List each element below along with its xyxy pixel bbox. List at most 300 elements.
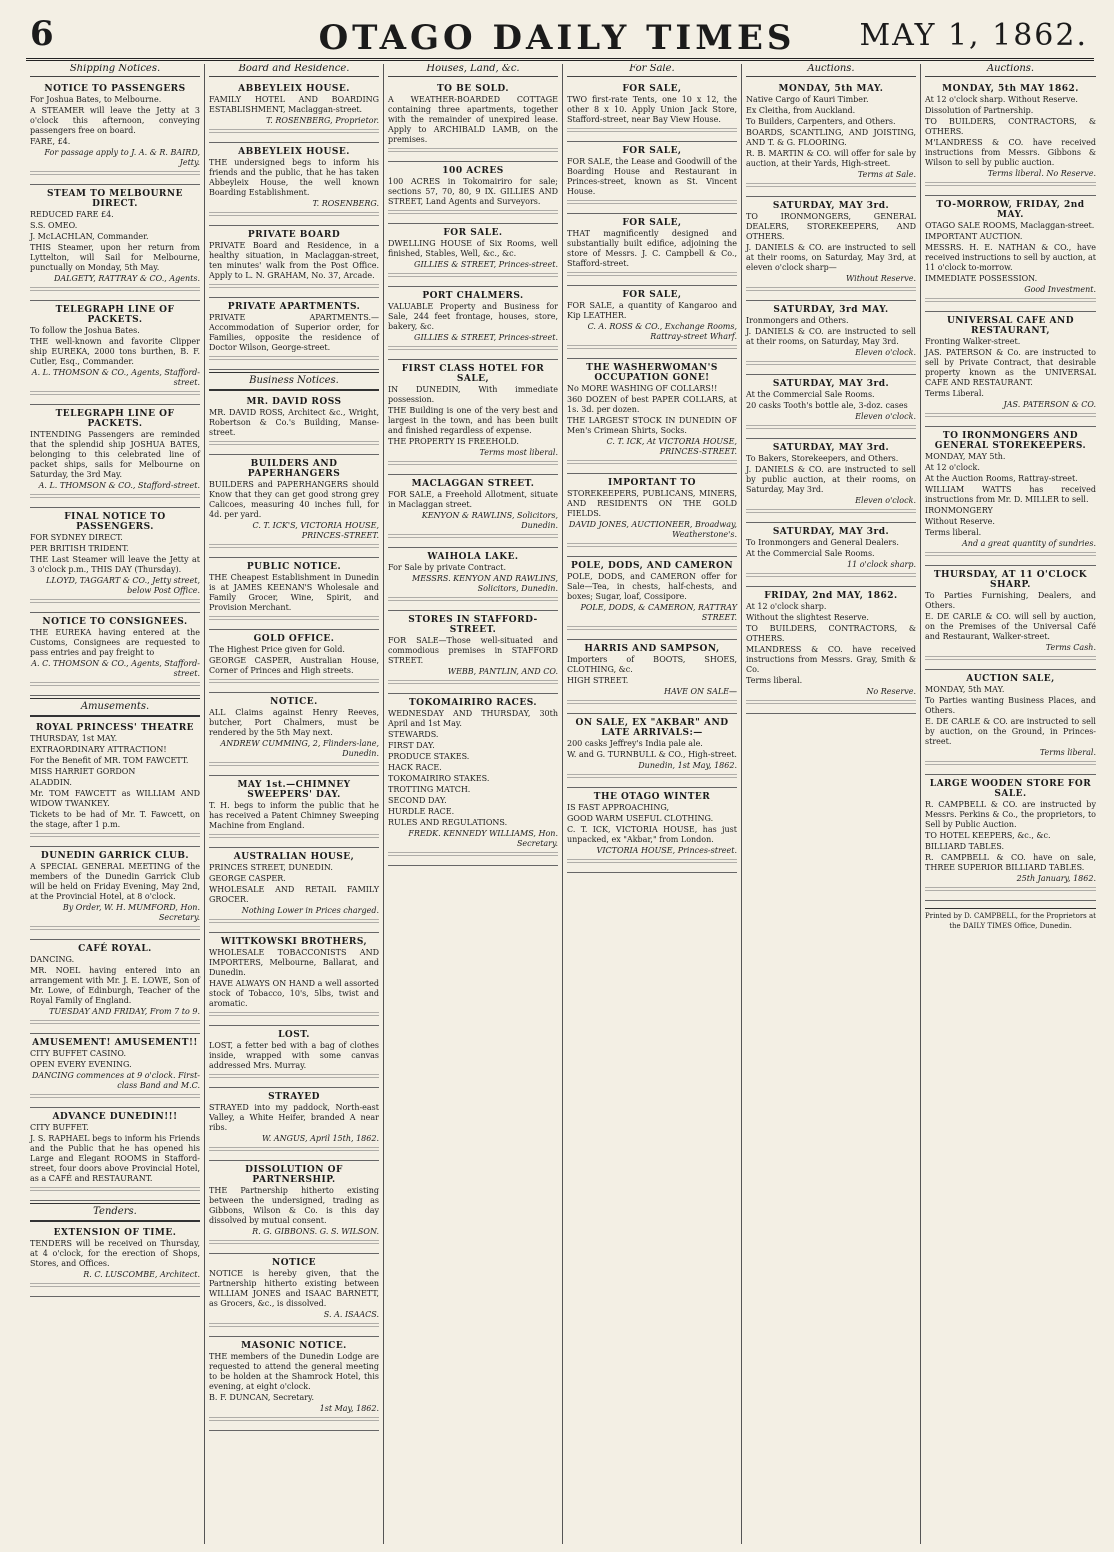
advertisement bbox=[30, 940, 200, 1034]
ad-line: 1st May, 1862. bbox=[319, 1404, 379, 1413]
advertisement bbox=[209, 455, 379, 558]
small-print bbox=[567, 345, 737, 351]
small-print bbox=[30, 926, 200, 932]
column-heading: Houses, Land, &c. bbox=[388, 64, 558, 77]
small-print bbox=[388, 148, 558, 154]
advertisement bbox=[30, 185, 200, 301]
advertisement bbox=[388, 548, 558, 611]
ad-line: ALL Claims against Henry Reeves, butcher, Port Chalmers, must be rendered by the 5th May next. bbox=[209, 708, 379, 737]
advertisement bbox=[567, 557, 737, 640]
ad-title: SATURDAY, MAY 3rd. bbox=[772, 379, 890, 389]
ad-title: NOTICE bbox=[272, 1258, 316, 1268]
advertisement bbox=[567, 286, 737, 359]
ad-title: THURSDAY, AT 11 O'CLOCK SHARP. bbox=[933, 570, 1088, 590]
ad-title: HARRIS AND SAMPSON, bbox=[584, 644, 720, 654]
ad-line: PRINCES STREET, DUNEDIN. bbox=[209, 863, 333, 872]
ad-line: Eleven o'clock. bbox=[855, 496, 916, 505]
advertisement bbox=[30, 1108, 200, 1201]
small-print bbox=[925, 413, 1096, 419]
ad-title: DUNEDIN GARRICK CLUB. bbox=[40, 851, 190, 861]
ad-line: Good Investment. bbox=[1024, 285, 1096, 294]
ad-line: MLANDRESS & CO. have received instructions from Messrs. Gray, Smith & Co. bbox=[746, 645, 916, 674]
ad-line: At 12 o'clock. bbox=[925, 463, 980, 472]
masthead bbox=[0, 0, 1114, 60]
ad-line: And a great quantity of sundries. bbox=[962, 539, 1096, 548]
ad-line: J. S. RAPHAEL begs to inform his Friends and the Public that he has opened his Large and Elegant ROOMS in Stafford-street, four doors above Provincial Hotel, as a CAFÉ and RESTAURANT. bbox=[30, 1134, 200, 1183]
small-print bbox=[925, 182, 1096, 188]
small-print bbox=[388, 346, 558, 352]
ad-title: PUBLIC NOTICE. bbox=[246, 562, 342, 572]
advertisement bbox=[388, 80, 558, 162]
ad-line: J. DANIELS & CO. are instructed to sell by public auction, at their rooms, on Saturday, May 3rd. bbox=[746, 465, 916, 494]
advertisement bbox=[209, 933, 379, 1026]
ad-title: MONDAY, 5th MAY. bbox=[778, 84, 884, 94]
ad-line: HURDLE RACE. bbox=[388, 807, 455, 816]
advertisement bbox=[925, 312, 1096, 427]
column-heading: Auctions. bbox=[925, 64, 1096, 77]
ad-line: DWELLING HOUSE of Six Rooms, well finished, Stables, Well, &c., &c. bbox=[388, 239, 558, 258]
ad-title: TO BE SOLD. bbox=[436, 84, 510, 94]
ad-line: THE EUREKA having entered at the Customs, Consignees are requested to pass entries and pay freight to bbox=[30, 628, 200, 657]
ad-line: WEBB, PANTLIN, AND CO. bbox=[447, 667, 558, 676]
ad-line: 200 casks Jeffrey's India pale ale. bbox=[567, 739, 703, 748]
ad-title: ABBEYLEIX HOUSE. bbox=[238, 84, 350, 94]
column-heading: Shipping Notices. bbox=[30, 64, 200, 77]
advertisement bbox=[746, 197, 916, 301]
small-print bbox=[30, 682, 200, 688]
ad-line: IS FAST APPROACHING, bbox=[567, 803, 669, 812]
ad-line: At 12 o'clock sharp. Without Reserve. bbox=[925, 95, 1078, 104]
column bbox=[205, 64, 384, 1544]
ad-line: Ironmongers and Others. bbox=[746, 316, 849, 325]
advertisement bbox=[209, 1337, 379, 1431]
advertisement bbox=[209, 558, 379, 630]
small-print bbox=[209, 616, 379, 622]
ad-title: THE WASHERWOMAN'S OCCUPATION GONE! bbox=[586, 363, 718, 383]
ad-line: VALUABLE Property and Business for Sale, 244 feet frontage, houses, store, bakery, &c. bbox=[388, 302, 558, 331]
advertisement bbox=[746, 523, 916, 587]
ad-line: DALGETY, RATTRAY & CO., Agents. bbox=[53, 274, 200, 283]
ad-title: STEAM TO MELBOURNE DIRECT. bbox=[47, 189, 183, 209]
small-print bbox=[746, 700, 916, 706]
advertisement bbox=[30, 80, 200, 185]
small-print bbox=[209, 212, 379, 218]
ad-line: MR. NOEL having entered into an arrangement with Mr. J. E. LOWE, Son of Mr. Lowe, of Edinburgh, Teacher of the Royal Family of England. bbox=[30, 966, 200, 1005]
advertisement bbox=[925, 80, 1096, 196]
small-print bbox=[209, 834, 379, 840]
advertisement bbox=[30, 1034, 200, 1108]
advertisement bbox=[30, 508, 200, 613]
ad-line: MESSRS. KENYON AND RAWLINS, Solicitors, Dunedin. bbox=[412, 574, 558, 593]
newspaper-title: OTAGO DAILY TIMES bbox=[318, 18, 796, 58]
ad-title: AMUSEMENT! AMUSEMENT!! bbox=[32, 1038, 198, 1048]
ad-line: TO IRONMONGERS, GENERAL DEALERS, STOREKEEPERS, AND OTHERS. bbox=[746, 212, 916, 241]
ad-line: C. T. ICK, At VICTORIA HOUSE, PRINCES-STREET. bbox=[606, 437, 737, 456]
ad-title: FOR SALE, bbox=[622, 146, 682, 156]
ad-line: REDUCED FARE £4. bbox=[30, 210, 114, 219]
ad-line: HAVE ALWAYS ON HAND a well assorted stock of Tobacco, 10's, 5lbs, twist and aromatic. bbox=[209, 979, 379, 1008]
ad-title: WAIHOLA LAKE. bbox=[427, 552, 519, 562]
ad-line: Importers of BOOTS, SHOES, CLOTHING, &c. bbox=[567, 655, 737, 674]
ad-line: THE Last Steamer will leave the Jetty at 3 o'clock p.m., THIS DAY (Thursday). bbox=[30, 555, 200, 574]
ad-line: Without the slightest Reserve. bbox=[746, 613, 869, 622]
advertisement bbox=[388, 475, 558, 548]
advertisement bbox=[30, 613, 200, 696]
ad-line: LLOYD, TAGGART & CO., Jetty street, below Post Office. bbox=[46, 576, 200, 595]
ad-line: A SPECIAL GENERAL MEETING of the members of the Dunedin Garrick Club will be held on Friday Evening, May 2nd, at the Provincial Hotel, at 8 o'clock. bbox=[30, 862, 200, 901]
ad-line: The Highest Price given for Gold. bbox=[209, 645, 345, 654]
advertisement bbox=[209, 1161, 379, 1254]
ad-line: HIGH STREET. bbox=[567, 676, 629, 685]
small-print bbox=[567, 859, 737, 865]
advertisement bbox=[925, 427, 1096, 566]
ad-line: For Joshua Bates, to Melbourne. bbox=[30, 95, 162, 104]
small-print bbox=[30, 599, 200, 605]
ad-line: RULES AND REGULATIONS. bbox=[388, 818, 508, 827]
advertisement bbox=[209, 298, 379, 370]
ad-line: FARE, £4. bbox=[30, 137, 71, 146]
ad-line: No MORE WASHING OF COLLARS!! bbox=[567, 384, 718, 393]
ad-title: SATURDAY, MAY 3rd. bbox=[772, 443, 890, 453]
ad-title: PRIVATE BOARD bbox=[247, 230, 341, 240]
ad-line: TROTTING MATCH. bbox=[388, 785, 471, 794]
ad-title: SATURDAY, MAY 3rd. bbox=[772, 201, 890, 211]
ad-line: THE Partnership hitherto existing between the undersigned, trading as Gibbons, Wilson & Co. is this day dissolved by mutual consent. bbox=[209, 1186, 379, 1225]
ad-line: 100 ACRES in Tokomairiro for sale; sections 57, 70, 80, 9 IX. GILLIES AND STREET, Land Agents and Surveyors. bbox=[388, 177, 558, 206]
advertisement bbox=[746, 301, 916, 375]
columns-container bbox=[26, 64, 1102, 1544]
ad-line: W. ANGUS, April 15th, 1862. bbox=[261, 1134, 379, 1143]
ad-title: ON SALE, EX "AKBAR" AND LATE ARRIVALS:— bbox=[575, 718, 729, 738]
advertisement bbox=[925, 775, 1096, 901]
ad-title: DISSOLUTION OF PARTNERSHIP. bbox=[245, 1165, 343, 1185]
column bbox=[384, 64, 563, 1544]
ad-line: POLE, DODS, and CAMERON offer for Sale—Tea, in chests, half-chests, and boxes; Sugar, loaf, Cossipore. bbox=[567, 572, 737, 601]
ad-line: E. DE CARLE & CO. will sell by auction, on the Premises of the Universal Café and Restaurant, Walker-street. bbox=[925, 612, 1096, 641]
ad-title: FINAL NOTICE TO PASSENGERS. bbox=[64, 512, 166, 532]
ad-title: MACLAGGAN STREET. bbox=[411, 479, 535, 489]
ad-line: THE PROPERTY IS FREEHOLD. bbox=[388, 437, 519, 446]
ad-line: BILLIARD TABLES. bbox=[925, 842, 1005, 851]
ad-title: STRAYED bbox=[268, 1092, 320, 1102]
small-print bbox=[209, 356, 379, 362]
ad-line: TOKOMAIRIRO STAKES. bbox=[388, 774, 490, 783]
small-print bbox=[30, 391, 200, 397]
ad-line: NOTICE is hereby given, that the Partnership hitherto existing between WILLIAM JONES and ISAAC BARNETT, as Grocers, &c., is dissolved. bbox=[209, 1269, 379, 1308]
ad-line: Without Reserve. bbox=[925, 517, 995, 526]
ad-line: IMMEDIATE POSSESSION. bbox=[925, 274, 1038, 283]
advertisement bbox=[209, 1088, 379, 1161]
small-print bbox=[746, 361, 916, 367]
ad-line: 20 casks Tooth's bottle ale, 3-doz. cases bbox=[746, 401, 908, 410]
ad-line: WHOLESALE AND RETAIL FAMILY GROCER. bbox=[209, 885, 379, 904]
ad-line: MESSRS. H. E. NATHAN & CO., have received instructions to sell by auction, at 11 o'clock to-morrow. bbox=[925, 243, 1096, 272]
ad-title: TELEGRAPH LINE OF PACKETS. bbox=[55, 305, 175, 325]
ad-line: PER BRITISH TRIDENT. bbox=[30, 544, 129, 553]
ad-line: R. B. MARTIN & CO. will offer for sale by auction, at their Yards, High-street. bbox=[746, 149, 916, 168]
column-heading: Auctions. bbox=[746, 64, 916, 77]
ad-line: J. DANIELS & CO. are instructed to sell at their rooms, on Saturday, May 3rd, at eleven o'clock sharp— bbox=[746, 243, 916, 272]
ad-line: A. C. THOMSON & CO., Agents, Stafford-street. bbox=[31, 659, 200, 678]
ad-line: BOARDS, SCANTLING, AND JOISTING, AND T. & G. FLOORING. bbox=[746, 128, 916, 147]
ad-line: FOR SALE, the Lease and Goodwill of the Boarding House and Restaurant in Princes-street, known as St. Vincent House. bbox=[567, 157, 737, 196]
ad-line: R. CAMPBELL & CO. are instructed by Messrs. Perkins & Co., the proprietors, to Sell by Public Auction. bbox=[925, 800, 1096, 829]
advertisement bbox=[925, 196, 1096, 312]
ad-line: CITY BUFFET. bbox=[30, 1123, 89, 1132]
ad-title: ADVANCE DUNEDIN!!! bbox=[52, 1112, 178, 1122]
ad-line: For Sale by private Contract. bbox=[388, 563, 506, 572]
ad-line: THE well-known and favorite Clipper ship EUREKA, 2000 tons burthen, B. F. Cutler, Esq., Commander. bbox=[30, 337, 200, 366]
ad-line: E. DE CARLE & CO. are instructed to sell by auction, on the Ground, in Princes-street. bbox=[925, 717, 1096, 746]
ad-line: MR. DAVID ROSS, Architect &c., Wright, Robertson & Co.'s Building, Manse-street. bbox=[209, 408, 379, 437]
ad-line: Tickets to be had of Mr. T. Fawcett, on the stage, after 1 p.m. bbox=[30, 810, 200, 829]
ad-title: SATURDAY, MAY 3rd. bbox=[772, 527, 890, 537]
ad-line: KENYON & RAWLINS, Solicitors, Dunedin. bbox=[421, 511, 558, 530]
ad-line: PRIVATE Board and Residence, in a healthy situation, in Maclaggan-street, ten minutes' walk from the Post Office. Apply to L. N. GRAHAM, No. 37, Arcade. bbox=[209, 241, 379, 280]
ad-line: LOST, a fetter bed with a bag of clothes inside, wrapped with some canvas addressed Mrs. Murray. bbox=[209, 1041, 379, 1070]
ad-line: THE Cheapest Establishment in Dunedin is at JAMES KEENAN'S Wholesale and Family Grocer, Wine, Spirit, and Provision Merchant. bbox=[209, 573, 379, 612]
ad-line: IRONMONGERY bbox=[925, 506, 993, 515]
ad-line: Mr. TOM FAWCETT as WILLIAM AND WIDOW TWANKEY. bbox=[30, 789, 200, 808]
ad-line: DAVID JONES, AUCTIONEER, Broadway, Weatherstone's. bbox=[568, 520, 737, 539]
ad-line: HAVE ON SALE— bbox=[663, 687, 737, 696]
small-print bbox=[209, 129, 379, 135]
ad-line: GEORGE CASPER, Australian House, Corner of Princes and High streets. bbox=[209, 656, 379, 675]
ad-title: MAY 1st.—CHIMNEY SWEEPERS' DAY. bbox=[237, 780, 351, 800]
ad-line: IN DUNEDIN, With immediate possession. bbox=[388, 385, 558, 404]
advertisement bbox=[746, 439, 916, 523]
ad-title: TOKOMAIRIRO RACES. bbox=[408, 698, 538, 708]
ad-line: R. C. LUSCOMBE, Architect. bbox=[83, 1270, 200, 1279]
small-print bbox=[30, 494, 200, 500]
ad-line: BUILDERS and PAPERHANGERS should Know that they can get good strong grey Calicoes, measuring 40 inches full, for 4d. per yard. bbox=[209, 480, 379, 519]
ad-line: PRIVATE APARTMENTS.—Accommodation of Superior order, for Families, opposite the residence of Doctor Wilson, George-street. bbox=[209, 313, 379, 352]
small-print bbox=[209, 1417, 379, 1423]
ad-line: VICTORIA HOUSE, Princes-street. bbox=[596, 846, 737, 855]
small-print bbox=[925, 552, 1096, 558]
advertisement bbox=[388, 224, 558, 287]
small-print bbox=[30, 287, 200, 293]
page-number: 6 bbox=[30, 14, 54, 54]
ad-line: R. CAMPBELL & CO. have on sale, THREE SUPERIOR BILLIARD TABLES. bbox=[925, 853, 1096, 872]
ad-line: THE members of the Dunedin Lodge are requested to attend the general meeting to be holden at the Shamrock Hotel, this evening, at eight o'clock. bbox=[209, 1352, 379, 1391]
ad-line: A STEAMER will leave the Jetty at 3 o'clock this afternoon, conveying passengers free on board. bbox=[30, 106, 200, 135]
advertisement bbox=[30, 719, 200, 847]
ad-line: JAS. PATERSON & Co. are instructed to sell by Private Contract, that desirable property known as the UNIVERSAL CAFE AND RESTAURANT. bbox=[925, 348, 1096, 387]
ad-line: Dunedin, 1st May, 1862. bbox=[638, 761, 737, 770]
ad-line: 360 DOZEN of best PAPER COLLARS, at 1s. 3d. per dozen. bbox=[567, 395, 737, 414]
section-heading: Amusements. bbox=[30, 698, 200, 717]
ad-title: TO-MORROW, FRIDAY, 2nd MAY. bbox=[936, 200, 1085, 220]
ad-title: EXTENSION OF TIME. bbox=[53, 1228, 177, 1238]
ad-title: POLE, DODS, AND CAMERON bbox=[570, 561, 734, 571]
ad-line: Terms liberal. bbox=[746, 676, 803, 685]
ad-line: To Bakers, Storekeepers, and Others. bbox=[746, 454, 899, 463]
ad-line: TWO first-rate Tents, one 10 x 12, the other 8 x 10. Apply Union Jack Store, Stafford-street, near Bay View House. bbox=[567, 95, 737, 124]
ad-line: Without Reserve. bbox=[846, 274, 916, 283]
ad-line: Fronting Walker-street. bbox=[925, 337, 1021, 346]
small-print bbox=[567, 774, 737, 780]
ad-line: C. T. ICK, VICTORIA HOUSE, has just unpacked, ex "Akbar," from London. bbox=[567, 825, 737, 844]
ad-line: IMPORTANT AUCTION. bbox=[925, 232, 1023, 241]
ad-title: ROYAL PRINCESS' THEATRE bbox=[35, 723, 195, 733]
ad-line: At the Commercial Sale Rooms. bbox=[746, 390, 875, 399]
ad-line: TO BUILDERS, CONTRACTORS, & OTHERS. bbox=[746, 624, 916, 643]
ad-line: EXTRAORDINARY ATTRACTION! bbox=[30, 745, 167, 754]
column bbox=[742, 64, 921, 1544]
ad-line: WEDNESDAY AND THURSDAY, 30th April and 1st May. bbox=[388, 709, 558, 728]
advertisement bbox=[30, 847, 200, 940]
ad-line: TO HOTEL KEEPERS, &c., &c. bbox=[925, 831, 1051, 840]
ad-line: THURSDAY, 1st MAY. bbox=[30, 734, 118, 743]
ad-line: Dissolution of Partnership. bbox=[925, 106, 1034, 115]
ad-line: At 12 o'clock sharp. bbox=[746, 602, 827, 611]
ad-title: AUSTRALIAN HOUSE, bbox=[233, 852, 355, 862]
advertisement bbox=[209, 776, 379, 848]
ad-line: To Ironmongers and General Dealers. bbox=[746, 538, 899, 547]
small-print bbox=[567, 128, 737, 134]
ad-line: STOREKEEPERS, PUBLICANS, MINERS, AND RESIDENTS ON THE GOLD FIELDS. bbox=[567, 489, 737, 518]
ad-line: No Reserve. bbox=[866, 687, 916, 696]
ad-line: Eleven o'clock. bbox=[855, 412, 916, 421]
ad-line: To Parties Furnishing, Dealers, and Others. bbox=[925, 591, 1096, 610]
ad-line: FIRST DAY. bbox=[388, 741, 435, 750]
small-print bbox=[567, 543, 737, 549]
small-print bbox=[209, 441, 379, 447]
ad-line: ALADDIN. bbox=[30, 778, 72, 787]
advertisement bbox=[209, 848, 379, 933]
ad-line: OTAGO SALE ROOMS, Maclaggan-street. bbox=[925, 221, 1095, 230]
small-print bbox=[209, 284, 379, 290]
ad-title: MR. DAVID ROSS bbox=[246, 397, 342, 407]
ad-line: JAS. PATERSON & CO. bbox=[1003, 400, 1096, 409]
ad-title: CAFÉ ROYAL. bbox=[78, 944, 152, 954]
ad-line: WHOLESALE TOBACCONISTS AND IMPORTERS, Melbourne, Ballarat, and Dunedin. bbox=[209, 948, 379, 977]
advertisement bbox=[209, 630, 379, 693]
section-heading: Tenders. bbox=[30, 1203, 200, 1222]
ad-title: TO IRONMONGERS AND GENERAL STOREKEEPERS. bbox=[934, 431, 1087, 451]
small-print bbox=[209, 1147, 379, 1153]
section-heading: Business Notices. bbox=[209, 372, 379, 391]
ad-line: S.S. OMEO. bbox=[30, 221, 78, 230]
small-print bbox=[746, 287, 916, 293]
ad-line: Terms liberal. bbox=[1039, 748, 1096, 757]
ad-line: 25th January, 1862. bbox=[1016, 874, 1096, 883]
ad-line: STEWARDS. bbox=[388, 730, 439, 739]
ad-line: Nothing Lower in Prices charged. bbox=[241, 906, 379, 915]
small-print bbox=[30, 1020, 200, 1026]
advertisement bbox=[209, 393, 379, 455]
advertisement bbox=[209, 143, 379, 226]
ad-title: THE OTAGO WINTER bbox=[593, 792, 711, 802]
advertisement bbox=[388, 694, 558, 866]
small-print bbox=[925, 887, 1096, 893]
small-print bbox=[30, 833, 200, 839]
ad-line: THIS Steamer, upon her return from Lyttelton, will Sail for Melbourne, punctually on Monday, 5th May. bbox=[30, 243, 200, 272]
ad-line: J. DANIELS & CO. are instructed to sell at their rooms, on Saturday, May 3rd. bbox=[746, 327, 916, 346]
ad-line: Terms Liberal. bbox=[925, 389, 984, 398]
advertisement bbox=[746, 375, 916, 439]
masthead-rule bbox=[26, 58, 1094, 61]
ad-line: T. ROSENBERG. bbox=[312, 199, 379, 208]
small-print bbox=[388, 461, 558, 467]
imprint: Printed by D. CAMPBELL, for the Proprietors at the DAILY TIMES Office, Dunedin. bbox=[925, 908, 1096, 931]
small-print bbox=[567, 626, 737, 632]
advertisement bbox=[388, 360, 558, 475]
ad-line: A. L. THOMSON & CO., Stafford-street. bbox=[38, 481, 200, 490]
ad-line: FOR SALE, a quantity of Kangaroo and Kip LEATHER. bbox=[567, 301, 737, 320]
advertisement bbox=[925, 670, 1096, 775]
advertisement bbox=[209, 693, 379, 776]
ad-title: FIRST CLASS HOTEL FOR SALE, bbox=[401, 364, 545, 384]
advertisement bbox=[746, 587, 916, 714]
ad-title: FOR SALE, bbox=[622, 218, 682, 228]
small-print bbox=[209, 679, 379, 685]
ad-line: At the Commercial Sale Rooms. bbox=[746, 549, 875, 558]
advertisement bbox=[30, 1224, 200, 1297]
ad-line: To Parties wanting Business Places, and Others. bbox=[925, 696, 1096, 715]
ad-line: Terms at Sale. bbox=[857, 170, 916, 179]
advertisement bbox=[388, 611, 558, 694]
advertisement bbox=[209, 1026, 379, 1088]
small-print bbox=[30, 171, 200, 177]
ad-title: SATURDAY, 3rd MAY. bbox=[773, 305, 889, 315]
ad-title: PRIVATE APARTMENTS. bbox=[227, 302, 361, 312]
ad-line: T. ROSENBERG, Proprietor. bbox=[266, 116, 379, 125]
ad-line: B. F. DUNCAN, Secretary. bbox=[209, 1393, 315, 1402]
issue-date: MAY 1, 1862. bbox=[859, 18, 1088, 53]
advertisement bbox=[567, 474, 737, 557]
small-print bbox=[30, 1187, 200, 1193]
ad-title: FOR SALE. bbox=[443, 228, 503, 238]
advertisement bbox=[388, 287, 558, 360]
advertisement bbox=[567, 214, 737, 286]
ad-line: POLE, DODS, & CAMERON, RATTRAY STREET. bbox=[580, 603, 737, 622]
advertisement bbox=[567, 714, 737, 788]
column bbox=[921, 64, 1100, 1544]
advertisement bbox=[209, 80, 379, 143]
ad-line: PRODUCE STAKES. bbox=[388, 752, 470, 761]
small-print bbox=[746, 573, 916, 579]
small-print bbox=[209, 1323, 379, 1329]
ad-line: C. A. ROSS & CO., Exchange Rooms, Rattray-street Wharf. bbox=[587, 322, 737, 341]
advertisement bbox=[209, 1254, 379, 1337]
ad-title: AUCTION SALE, bbox=[966, 674, 1055, 684]
small-print bbox=[209, 1012, 379, 1018]
ad-line: Terms most liberal. bbox=[479, 448, 558, 457]
ad-line: FREDK. KENNEDY WILLIAMS, Hon. Secretary. bbox=[408, 829, 558, 848]
ad-title: PORT CHALMERS. bbox=[422, 291, 524, 301]
ad-title: MONDAY, 5th MAY 1862. bbox=[942, 84, 1079, 94]
small-print bbox=[209, 1240, 379, 1246]
ad-line: Native Cargo of Kauri Timber. bbox=[746, 95, 869, 104]
small-print bbox=[746, 183, 916, 189]
ad-line: THE LARGEST STOCK IN DUNEDIN OF Men's Crimean Shirts, Socks. bbox=[567, 416, 737, 435]
ad-line: DANCING commences at 9 o'clock. First-class Band and M.C. bbox=[31, 1071, 200, 1090]
ad-line: INTENDING Passengers are reminded that the splendid ship JOSHUA BATES, belonging to this celebrated line of packet ships, sails for Melbourne on Saturday, the 3rd May. bbox=[30, 430, 200, 479]
ad-title: TELEGRAPH LINE OF PACKETS. bbox=[55, 409, 175, 429]
small-print bbox=[388, 534, 558, 540]
ad-title: BUILDERS AND PAPERHANGERS bbox=[247, 459, 341, 479]
ad-title: UNIVERSAL CAFE AND RESTAURANT, bbox=[946, 316, 1075, 336]
advertisement bbox=[209, 226, 379, 298]
advertisement bbox=[30, 301, 200, 405]
small-print bbox=[209, 919, 379, 925]
small-print bbox=[30, 1283, 200, 1289]
ad-line: TO BUILDERS, CONTRACTORS, & OTHERS. bbox=[925, 117, 1096, 136]
ad-line: C. T. ICK'S, VICTORIA HOUSE, PRINCES-STREET. bbox=[252, 521, 379, 540]
ad-line: J. McLACHLAN, Commander. bbox=[30, 232, 149, 241]
